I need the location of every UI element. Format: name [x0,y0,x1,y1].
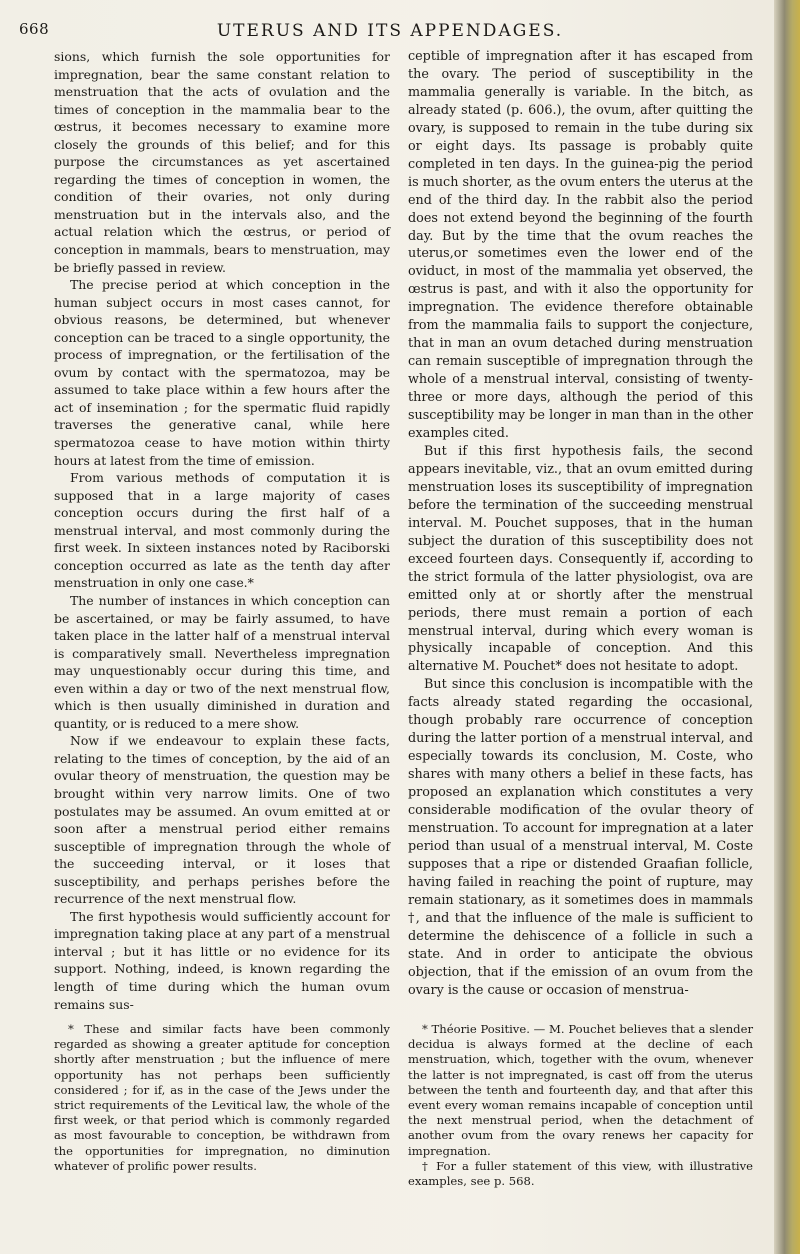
footnote: * These and similar facts have been commonly regarded as showing a greater aptitude for conception shortly after menstruation ; but the influence of mere opportunity has not perhaps been sufficiently considered ; for if, as in the case of the Jews under the strict requirements of the Levitical law, the whole of the first week, or that period which is commonly regarded as most favourable to conception, be withdrawn from the opportunities for impregnation, no diminution whatever of prolific power results. [54,1022,390,1173]
page-header [0,0,780,50]
page-number: 668 [19,20,50,38]
footnote: † For a fuller statement of this view, with illustrative examples, see p. 568. [408,1158,753,1189]
right-column [408,48,753,1000]
paragraph: From various methods of computation it is supposed that in a large majority of cases conception occurs during the first half of a menstrual interval, and most commonly during the first week. In sixteen instances noted by Raciborski conception occurred as late as the tenth day after menstruation in only one case.* [54,470,390,591]
running-title: UTERUS AND ITS APPENDAGES. [216,21,564,41]
footnote: * Théorie Positive. — M. Pouchet believes that a slender decidua is always formed at the decline of each menstruation, which, together with the ovum, whenever the latter is not impregnated, is cast off from the uterus between the tenth and fourteenth day, and that after this event every woman remains incapable of conception until the next menstrual period, when the detachment of another ovum from the ovary renews her capacity for impregnation. [408,1022,753,1158]
footnotes-right [408,1022,753,1189]
left-column [54,48,390,1013]
paragraph: But if this first hypothesis fails, the second appears inevitable, viz., that an ovum emitted during menstruation loses its susceptibility of impregnation before the termination of the succeeding menstrual interval. M. Pouchet supposes, that in the human subject the duration of this susceptibility does not exceed fourteen days. Consequently if, according to the strict formula of the latter physiologist, ova are emitted only at or shortly after the menstrual periods, there must remain a portion of each menstrual interval, during which every woman is physically incapable of conception. And this alternative M. Pouchet* does not hesitate to adopt. [408,443,753,675]
paragraph: The first hypothesis would sufficiently account for impregnation taking place at any part of a menstrual interval ; but it has little or no evidence for its support. Nothing, indeed, is known regarding the length of time during which the human ovum remains sus- [54,908,390,1012]
book-spine-edge [774,0,800,1254]
footnotes-left [54,1022,390,1174]
paragraph: Now if we endeavour to explain these facts, relating to the times of conception, by the aid of an ovular theory of menstruation, the question may be brought within very narrow limits. One of two postulates may be assumed. An ovum emitted at or soon after a menstrual period either remains susceptible of impregnation through the whole of the succeeding interval, or it loses that susceptibility, and perhaps perishes before the recurrence of the next menstrual flow. [54,733,390,907]
paragraph: ceptible of impregnation after it has escaped from the ovary. The period of susceptibility in the mammalia generally is variable. In the bitch, as already stated (p. 606.), the ovum, after quitting the ovary, is supposed to remain in the tube during six or eight days. Its passage is probably quite completed in ten days. In the guinea-pig the period is much shorter, as the ovum enters the uterus at the end of the third day. In the rabbit also the period does not extend beyond the beginning of the fourth day. But by the time that the ovum reaches the uterus,or sometimes even the lower end of the oviduct, in most of the mammalia yet observed, the œstrus is past, and with it also the opportunity for impregnation. The evidence therefore obtainable from the mammalia fails to support the conjecture, that in man an ovum detached during menstruation can remain susceptible of impregnation through the whole of a menstrual interval, consisting of twenty-three or more days, although the period of this susceptibility may be longer in man than in the other examples cited. [408,49,753,442]
paragraph: The precise period at which conception in the human subject occurs in most cases cannot, for obvious reasons, be determined, but whenever conception can be traced to a single opportunity, the process of impregnation, or the fertilisation of the ovum by contact with the spermatozoa, may be assumed to take place within a few hours after the act of insemination ; for the spermatic fluid rapidly traverses the generative canal, while here spermatozoa cease to have motion within thirty hours at latest from the time of emission. [54,277,390,468]
paragraph: The number of instances in which conception can be ascertained, or may be fairly assumed, to have taken place in the latter half of a menstrual interval is comparatively small. Nevertheless impregnation may unquestionably occur during this time, and even within a day or two of the next menstrual flow, which is then usually diminished in duration and quantity, or is reduced to a mere show. [54,592,390,731]
paragraph: sions, which furnish the sole opportunities for impregnation, bear the same constant relation to menstruation that the acts of ovulation and the times of conception in the mammalia bear to the œstrus, it becomes necessary to examine more closely the grounds of this belief; and for this purpose the circumstances as yet ascertained regarding the times of conception in women, the condition of their ovaries, not only during menstruation but in the intervals also, and the actual relation which the œstrus, or period of conception in mammals, bears to menstruation, may be briefly passed in review. [54,49,390,275]
paragraph: But since this conclusion is incompatible with the facts already stated regarding the occasional, though probably rare occurrence of conception during the latter portion of a menstrual interval, and especially towards its conclusion, M. Coste, who shares with many others a belief in these facts, has proposed an explanation which constitutes a very considerable modification of the ovular theory of menstruation. To account for impregnation at a later period than usual of a menstrual interval, M. Coste supposes that a ripe or distended Graafian follicle, having failed in reaching the point of rupture, may remain stationary, as it sometimes does in mammals †, and that the influence of the male is sufficient to determine the dehiscence of a follicle in such a state. And in order to anticipate the obvious objection, that if the emission of an ovum from the ovary is the cause or occasion of menstrua- [408,677,753,998]
